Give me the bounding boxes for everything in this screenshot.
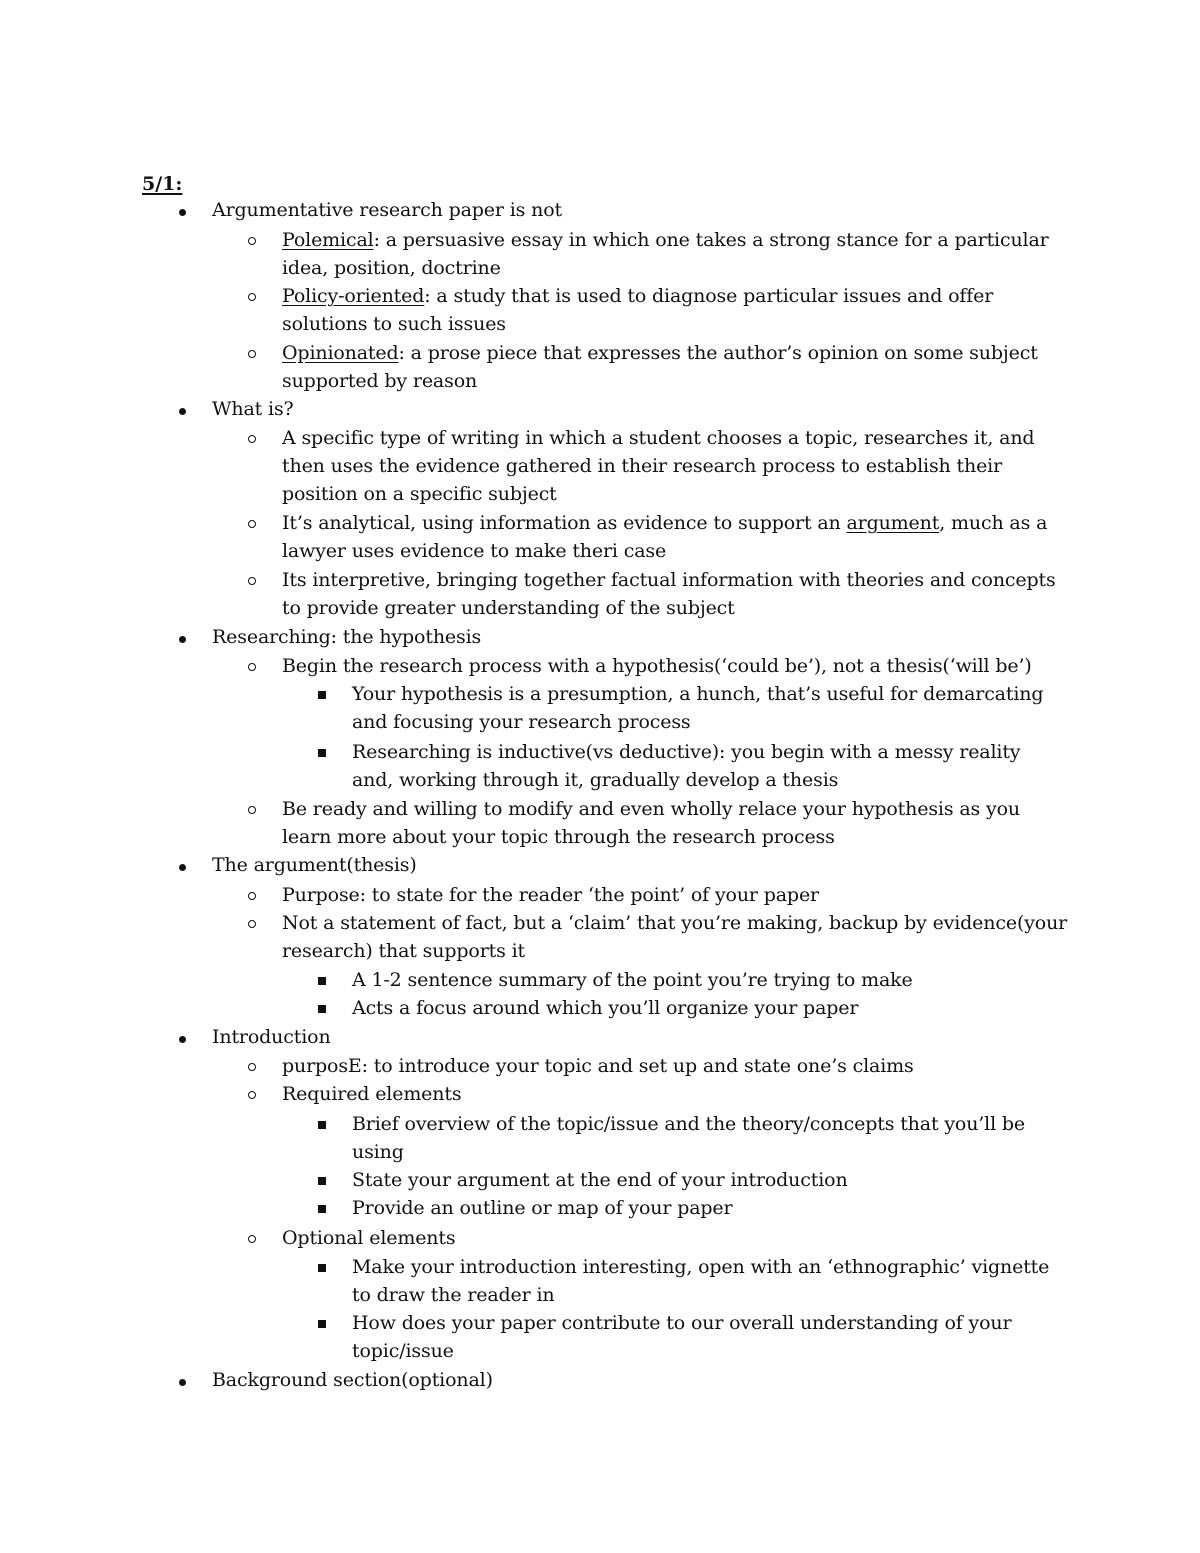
- defined-term: Polemical: [282, 229, 374, 251]
- circle-bullet-icon: [248, 435, 256, 443]
- square-bullet-icon: [318, 1177, 326, 1185]
- note-line: How does your paper contribute to our overall understanding of your: [352, 1312, 1012, 1334]
- definition-text: : a prose piece that expresses the author’s opinion on some subject: [398, 342, 1038, 364]
- square-bullet-icon: [318, 1121, 326, 1129]
- note-line: What is?: [212, 398, 294, 420]
- note-line: Provide an outline or map of your paper: [352, 1197, 733, 1219]
- note-line: to draw the reader in: [352, 1284, 555, 1306]
- note-line: Not a statement of fact, but a ‘claim’ that you’re making, backup by evidence(your: [282, 912, 1068, 934]
- disc-bullet-icon: [179, 636, 186, 643]
- square-bullet-icon: [318, 749, 326, 757]
- disc-bullet-icon: [179, 209, 186, 216]
- square-bullet-icon: [318, 1005, 326, 1013]
- square-bullet-icon: [318, 1320, 326, 1328]
- defined-term: Policy-oriented: [282, 285, 425, 307]
- note-line: A 1-2 sentence summary of the point you’re trying to make: [352, 969, 913, 991]
- circle-bullet-icon: [248, 1063, 256, 1071]
- note-line: [282, 226, 1049, 254]
- disc-bullet-icon: [179, 1036, 186, 1043]
- note-line: Be ready and willing to modify and even wholly relace your hypothesis as you: [282, 798, 1020, 820]
- note-line: Its interpretive, bringing together factual information with theories and concepts: [282, 569, 1056, 591]
- note-line: Introduction: [212, 1026, 331, 1048]
- note-line: and, working through it, gradually develop a thesis: [352, 769, 839, 791]
- note-line: Brief overview of the topic/issue and the theory/concepts that you’ll be: [352, 1113, 1026, 1135]
- note-line: learn more about your topic through the research process: [282, 826, 835, 848]
- note-line: purposE: to introduce your topic and set up and state one’s claims: [282, 1055, 914, 1077]
- note-line: [282, 509, 1047, 537]
- defined-term: Opinionated: [282, 342, 399, 364]
- note-line: [282, 282, 993, 310]
- circle-bullet-icon: [248, 920, 256, 928]
- circle-bullet-icon: [248, 520, 256, 528]
- note-line: Researching: the hypothesis: [212, 626, 482, 648]
- note-line: Optional elements: [282, 1227, 456, 1249]
- circle-bullet-icon: [248, 577, 256, 585]
- note-line: State your argument at the end of your introduction: [352, 1169, 848, 1191]
- definition-text: : a persuasive essay in which one takes a strong stance for a particular: [373, 229, 1049, 251]
- square-bullet-icon: [318, 691, 326, 699]
- note-line: Begin the research process with a hypothesis(‘could be’), not a thesis(‘will be’): [282, 655, 1032, 677]
- note-line: A specific type of writing in which a student chooses a topic, researches it, and: [282, 427, 1035, 449]
- note-line: Acts a focus around which you’ll organize your paper: [352, 997, 859, 1019]
- note-line: then uses the evidence gathered in their research process to establish their: [282, 455, 1003, 477]
- circle-bullet-icon: [248, 293, 256, 301]
- note-line: Required elements: [282, 1083, 462, 1105]
- note-line: [282, 339, 1038, 367]
- note-text: It’s analytical, using information as evidence to support an: [282, 512, 847, 534]
- note-line: Your hypothesis is a presumption, a hunch, that’s useful for demarcating: [352, 683, 1044, 705]
- note-line: topic/issue: [352, 1340, 454, 1362]
- circle-bullet-icon: [248, 663, 256, 671]
- note-line: idea, position, doctrine: [282, 257, 501, 279]
- note-line: supported by reason: [282, 370, 478, 392]
- circle-bullet-icon: [248, 806, 256, 814]
- note-line: position on a specific subject: [282, 483, 557, 505]
- defined-term: argument: [846, 512, 940, 534]
- note-line: using: [352, 1141, 404, 1163]
- note-line: and focusing your research process: [352, 711, 691, 733]
- square-bullet-icon: [318, 977, 326, 985]
- note-line: Background section(optional): [212, 1369, 493, 1391]
- square-bullet-icon: [318, 1264, 326, 1272]
- square-bullet-icon: [318, 1205, 326, 1213]
- circle-bullet-icon: [248, 1091, 256, 1099]
- disc-bullet-icon: [179, 864, 186, 871]
- note-line: The argument(thesis): [212, 854, 417, 876]
- note-line: lawyer uses evidence to make theri case: [282, 540, 667, 562]
- disc-bullet-icon: [179, 408, 186, 415]
- disc-bullet-icon: [179, 1379, 186, 1386]
- date-heading: 5/1:: [142, 173, 183, 195]
- definition-text: : a study that is used to diagnose particular issues and offer: [424, 285, 994, 307]
- circle-bullet-icon: [248, 237, 256, 245]
- note-line: Make your introduction interesting, open with an ‘ethnographic’ vignette: [352, 1256, 1050, 1278]
- circle-bullet-icon: [248, 1235, 256, 1243]
- note-line: to provide greater understanding of the subject: [282, 597, 735, 619]
- circle-bullet-icon: [248, 892, 256, 900]
- circle-bullet-icon: [248, 350, 256, 358]
- note-line: research) that supports it: [282, 940, 526, 962]
- note-text: , much as a: [939, 512, 1048, 534]
- note-line: solutions to such issues: [282, 313, 506, 335]
- note-line: Purpose: to state for the reader ‘the point’ of your paper: [282, 884, 819, 906]
- note-line: Researching is inductive(vs deductive): you begin with a messy reality: [352, 741, 1021, 763]
- note-line: Argumentative research paper is not: [212, 199, 562, 221]
